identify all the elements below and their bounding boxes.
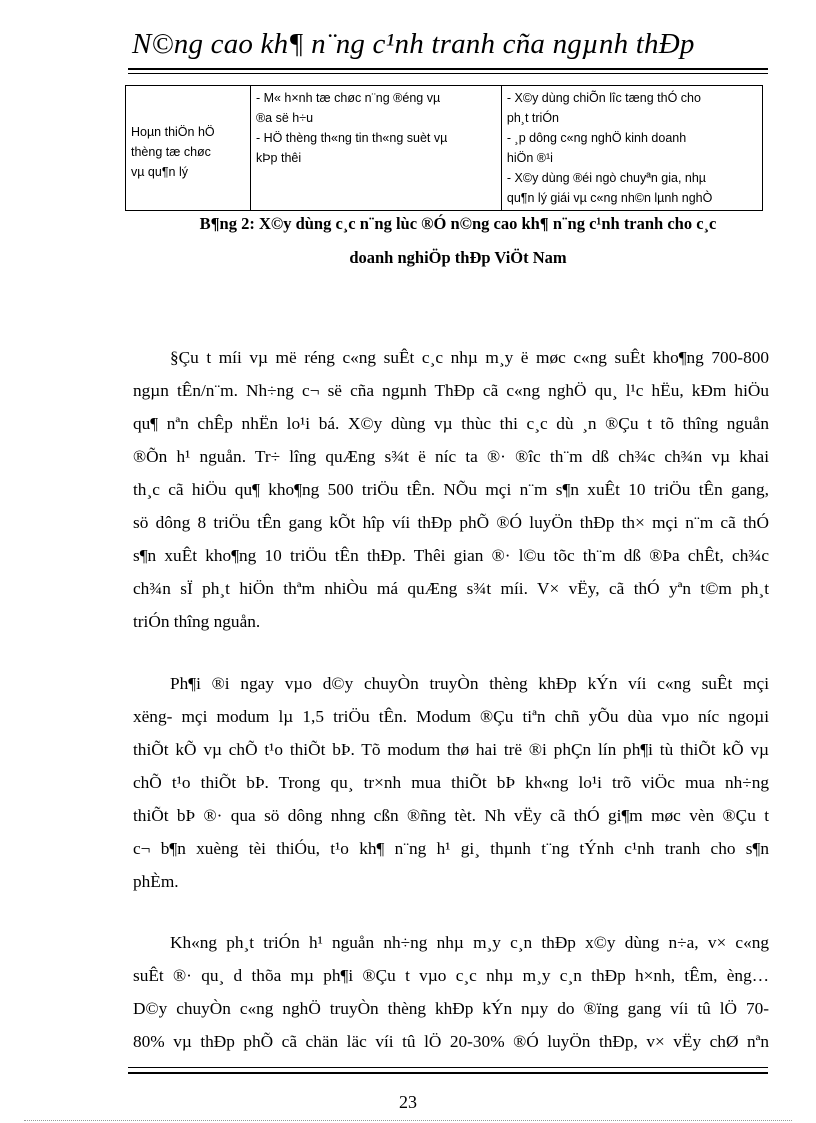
cell-line: hiÖn ®¹i [506, 151, 553, 165]
paragraph-line: 80% vµ thÐp phÕ cã chän läc víi tû lÖ 20-30% ®Ó luyÖn thÐp, v× vËy chØ nªn [133, 1032, 769, 1051]
paragraph-line: triÓn thîng nguån. [133, 612, 261, 631]
paragraph-line: ngµn tÊn/n¨m. Nh÷ng c¬ së cña ngµnh ThÐp cã c«ng nghÖ qu¸ l¹c hËu, kÐm hiÖu [133, 381, 769, 400]
cell-line: thèng tæ chøc [131, 145, 211, 159]
page-number: 23 [399, 1092, 417, 1112]
cell-line: vµ qu¶n lý [131, 165, 188, 179]
paragraph-line: sö dông 8 triÖu tÊn gang kÕt hîp víi thÐp phÕ ®Ó luyÖn thÐp th× mçi n¨m cã thÓ [133, 513, 769, 532]
paragraph-line: th¸c cã hiÖu qu¶ kho¶ng 500 triÖu tÊn. NÕu mçi n¨m s¶n xuÊt 10 triÖu tÊn gang, [133, 480, 769, 499]
paragraph-line: Kh«ng ph¸t triÓn h¹ nguån nh÷ng nhµ m¸y c¸n thÐp x©y dùng n÷a, v× c«ng [170, 933, 769, 952]
footer-rule-thin [128, 1067, 768, 1068]
paragraph-line: s¶n xuÊt kho¶ng 10 triÖu tÊn thÐp. Thêi gian ®· l©u tõc th¨m dß ®Þa chÊt, ch¾c [133, 546, 769, 565]
table-cell-actions [501, 86, 762, 211]
cell-line: - X©y dùng ®éi ngò chuyªn gia, nhµ [506, 171, 707, 185]
cell-line: - HÖ thèng th«ng tin th«ng suèt vµ [255, 131, 448, 145]
cell-line: qu¶n lý giái vµ c«ng nh©n lµnh nghÒ [506, 191, 713, 205]
running-header-title: N©ng cao kh¶ n¨ng c¹nh tranh cña ngµnh thÐp [132, 28, 695, 60]
paragraph-line: c¬ b¶n xuèng tèi thiÓu, t¹o kh¶ n¨ng h¹ gi¸ thµnh t¨ng tÝnh c¹nh tranh cho s¶n [133, 839, 769, 858]
cell-line: - ¸p dông c«ng nghÖ kinh doanh [506, 131, 687, 145]
paragraph-line: xëng- mçi modum lµ 1,5 triÖu tÊn. Modum ®Çu tiªn chñ yÕu dùa vµo níc ngoµi [133, 707, 769, 726]
cell-line: Hoµn thiÖn hÖ [131, 125, 215, 139]
paragraph-line: D©y chuyÒn c«ng nghÖ truyÒn thèng khÐp kÝn nµy do ®ïng gang víi tû lÖ 70- [133, 999, 769, 1018]
paragraph-line: thiÕt bÞ ®· qua sö dông nhng cßn ®ñng tèt. Nh vËy cã thÓ gi¶m møc vèn ®Çu t [133, 806, 769, 825]
header-rule-thick [128, 68, 768, 70]
page-bottom-divider [24, 1120, 792, 1121]
table-cell-current [250, 86, 501, 211]
footer-rule-thick [128, 1072, 768, 1074]
table-cell-category [126, 86, 251, 211]
header-rule-thin [128, 73, 768, 74]
cell-line: ®a së h÷u [255, 111, 314, 125]
paragraph-line: suÊt ®· qu¸ d thõa mµ ph¶i ®Çu t vµo c¸c nhµ m¸y c¸n thÐp h×nh, tÊm, èng… [133, 966, 769, 985]
table-caption-line1: B¶ng 2: X©y dùng c¸c n¨ng lùc ®Ó n©ng cao kh¶ n¨ng c¹nh tranh cho c¸c [199, 214, 717, 233]
cell-line: - M« h×nh tæ chøc n¨ng ®éng vµ [255, 91, 441, 105]
cell-line: ph¸t triÓn [506, 111, 559, 125]
paragraph-line: phÈm. [133, 872, 179, 891]
table-row [126, 86, 763, 211]
paragraph-line: chÕ t¹o thiÕt bÞ. Trong qu¸ tr×nh mua thiÕt bÞ kh«ng lo¹i trõ viÖc mua nh÷ng [133, 773, 769, 792]
paragraph-line: qu¶ nªn chÊp nhËn lo¹i bá. X©y dùng vµ thùc thi c¸c dù ¸n ®Çu t tõ thîng nguån [133, 414, 769, 433]
cell-line: - X©y dùng chiÕn lîc tæng thÓ cho [506, 91, 701, 105]
table-caption-line2: doanh nghiÖp thÐp ViÖt Nam [349, 248, 567, 267]
paragraph-line: Ph¶i ®i ngay vµo d©y chuyÒn truyÒn thèng khÐp kÝn víi c«ng suÊt mçi [170, 674, 769, 693]
capability-table [125, 85, 763, 211]
paragraph-line: thiÕt kÕ vµ chÕ t¹o thiÕt bÞ. Tõ modum thø hai trë ®i phÇn lín ph¶i tù thiÕt kÕ vµ [133, 740, 769, 759]
paragraph-line: §Çu t míi vµ më réng c«ng suÊt c¸c nhµ m¸y ë møc c«ng suÊt kho¶ng 700-800 [170, 348, 769, 367]
cell-line: kÞp thêi [255, 151, 302, 165]
paragraph-line: ch¾n sÏ ph¸t hiÖn thªm nhiÒu má quÆng s¾t míi. V× vËy, cã thÓ yªn t©m ph¸t [133, 579, 769, 598]
paragraph-line: ®Õn h¹ nguån. Tr÷ lîng quÆng s¾t ë níc ta ®· ®îc th¨m dß ch¾c ch¾n vµ khai [133, 447, 769, 466]
